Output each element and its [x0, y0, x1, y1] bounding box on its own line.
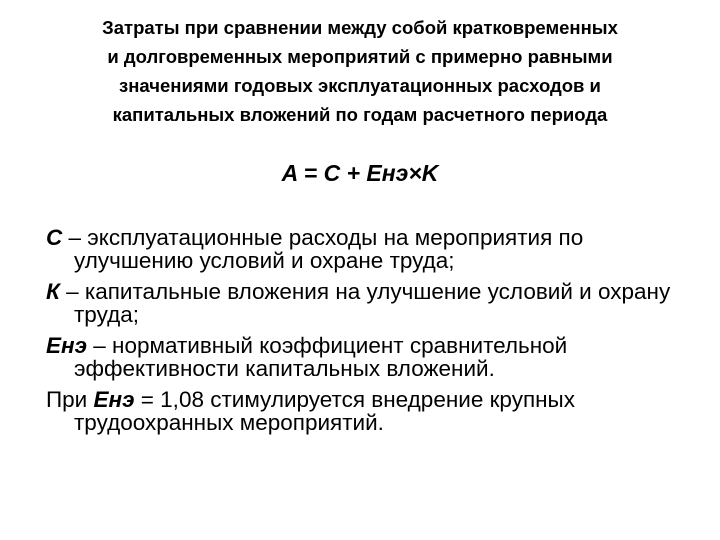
definition-symbol: Енэ [46, 333, 88, 358]
title-line: капитальных вложений по годам расчетного периода [112, 104, 608, 125]
definitions-list [46, 226, 696, 442]
note-prefix: При [46, 387, 94, 412]
definition-symbol: К [46, 279, 60, 304]
note-item [46, 388, 696, 434]
definition-symbol: С [46, 225, 63, 250]
title-line: значениями годовых эксплуатационных расходов и [119, 75, 601, 96]
note-text: = 1,08 стимулируется внедрение крупных трудоохранных мероприятий. [74, 387, 575, 435]
definition-item [46, 226, 696, 272]
definition-item [46, 334, 696, 380]
title-line: и долговременных мероприятий с примерно равными [107, 46, 613, 67]
definition-text: – эксплуатационные расходы на мероприятия по улучшению условий и охране труда; [62, 225, 584, 273]
note-symbol: Енэ [93, 387, 135, 412]
definition-item [46, 280, 696, 326]
definition-text: – нормативный коэффициент сравнительной эффективности капитальных вложений. [74, 333, 568, 381]
definition-text: – капитальные вложения на улучшение условий и охрану труда; [59, 279, 671, 327]
title-line: Затраты при сравнении между собой кратковременных [102, 17, 618, 38]
slide-title [20, 13, 700, 129]
formula: A = C + Eнэ×K [281, 160, 439, 186]
